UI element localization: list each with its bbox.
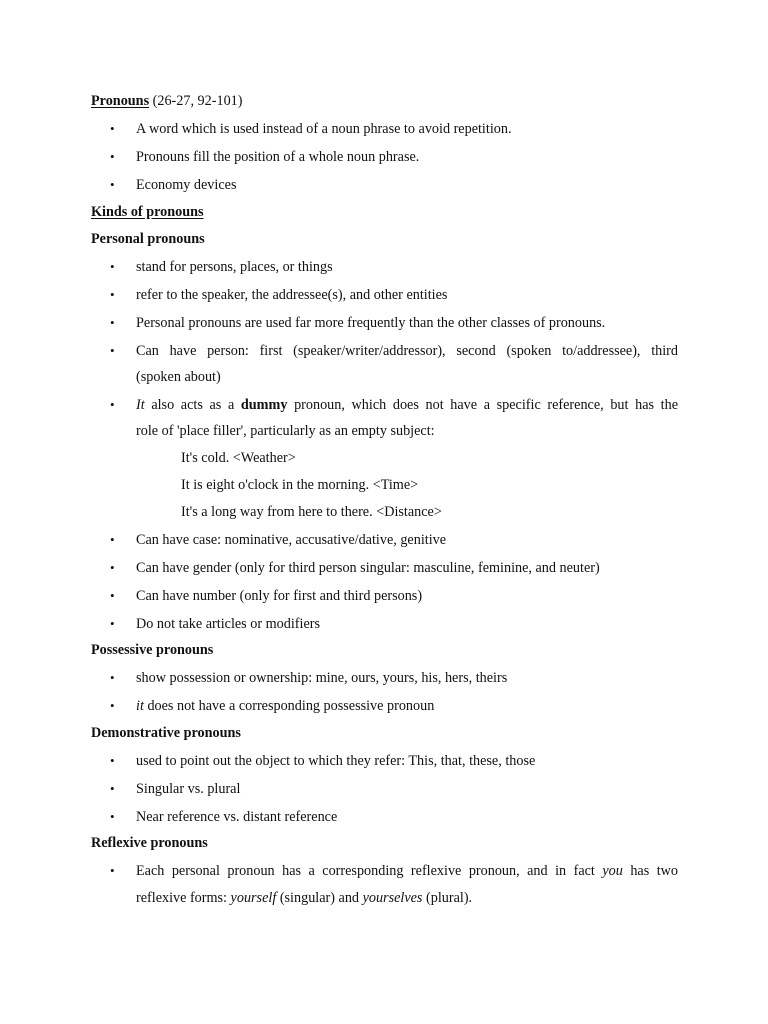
bullet-icon: •: [110, 670, 115, 685]
bullet-icon: •: [110, 809, 115, 824]
bullet-text: [136, 697, 434, 715]
example-text: It's cold. <Weather>: [181, 450, 296, 466]
bullet-icon: •: [110, 560, 115, 575]
kinds-heading: Kinds of pronouns: [91, 204, 204, 220]
reflexive-pronouns-heading: Reflexive pronouns: [91, 835, 208, 851]
bullet-text: role of 'place filler', particularly as an empty subject:: [136, 423, 435, 439]
text-span: does not have a corresponding possessive pronoun: [143, 698, 435, 714]
bullet-icon: •: [110, 287, 115, 302]
italic-yourselves: yourselves: [362, 890, 423, 906]
bullet-icon: •: [110, 698, 115, 713]
bullet-text: refer to the speaker, the addressee(s), and other entities: [136, 287, 448, 303]
text-span: also acts as a: [144, 397, 241, 413]
bullet-icon: •: [110, 259, 115, 274]
dummy-pronoun-text: [136, 396, 678, 414]
text-span: (plural).: [422, 890, 473, 906]
title-label: Pronouns: [91, 93, 150, 109]
possessive-pronouns-heading: Possessive pronouns: [91, 642, 214, 658]
bullet-icon: •: [110, 588, 115, 603]
bullet-text: [136, 862, 678, 880]
text-span: pronoun, which does not have a specific reference, but has the: [287, 397, 678, 413]
bullet-text: used to point out the object to which they refer: This, that, these, those: [136, 753, 536, 769]
bullet-icon: •: [110, 532, 115, 547]
demonstrative-pronouns-heading: Demonstrative pronouns: [91, 725, 241, 741]
bullet-text: Singular vs. plural: [136, 781, 241, 797]
bullet-text: Can have case: nominative, accusative/dative, genitive: [136, 532, 447, 548]
bold-dummy: dummy: [240, 397, 288, 413]
bullet-icon: •: [110, 121, 115, 136]
bullet-text: Can have number (only for first and third persons): [136, 588, 423, 604]
bullet-text: show possession or ownership: mine, ours, yours, his, hers, theirs: [136, 670, 508, 686]
bullet-icon: •: [110, 616, 115, 631]
bullet-icon: •: [110, 397, 115, 412]
text-span: reflexive forms:: [136, 890, 231, 906]
bullet-text: (spoken about): [136, 369, 221, 385]
bullet-icon: •: [110, 149, 115, 164]
bullet-icon: •: [110, 343, 115, 358]
italic-it: it: [136, 698, 144, 714]
text-span: has two: [622, 863, 678, 879]
bullet-icon: •: [110, 315, 115, 330]
page-title: [91, 92, 242, 110]
example-text: It's a long way from here to there. <Distance>: [181, 504, 442, 520]
italic-it: It: [136, 397, 145, 413]
bullet-icon: •: [110, 177, 115, 192]
bullet-text: Near reference vs. distant reference: [136, 809, 338, 825]
text-span: Each personal pronoun has a corresponding reflexive pronoun, and in fact: [136, 863, 603, 879]
text-span: (singular) and: [276, 890, 363, 906]
bullet-icon: •: [110, 753, 115, 768]
example-text: It is eight o'clock in the morning. <Time>: [181, 477, 419, 493]
bullet-text: Do not take articles or modifiers: [136, 616, 320, 632]
title-page-range: (26-27, 92-101): [149, 93, 243, 109]
bullet-text: Can have person: first (speaker/writer/addressor), second (spoken to/addressee), third: [136, 343, 678, 359]
italic-yourself: yourself: [230, 890, 277, 906]
bullet-icon: •: [110, 781, 115, 796]
italic-you: you: [602, 863, 623, 879]
bullet-text: Pronouns fill the position of a whole noun phrase.: [136, 149, 420, 165]
personal-pronouns-heading: Personal pronouns: [91, 231, 205, 247]
bullet-text: [136, 889, 472, 907]
bullet-text: A word which is used instead of a noun phrase to avoid repetition.: [136, 121, 512, 137]
bullet-text: Can have gender (only for third person singular: masculine, feminine, and neuter): [136, 560, 600, 576]
bullet-text: stand for persons, places, or things: [136, 259, 333, 275]
bullet-text: Economy devices: [136, 177, 237, 193]
bullet-icon: •: [110, 863, 115, 878]
bullet-text: Personal pronouns are used far more frequently than the other classes of pronouns.: [136, 315, 606, 331]
